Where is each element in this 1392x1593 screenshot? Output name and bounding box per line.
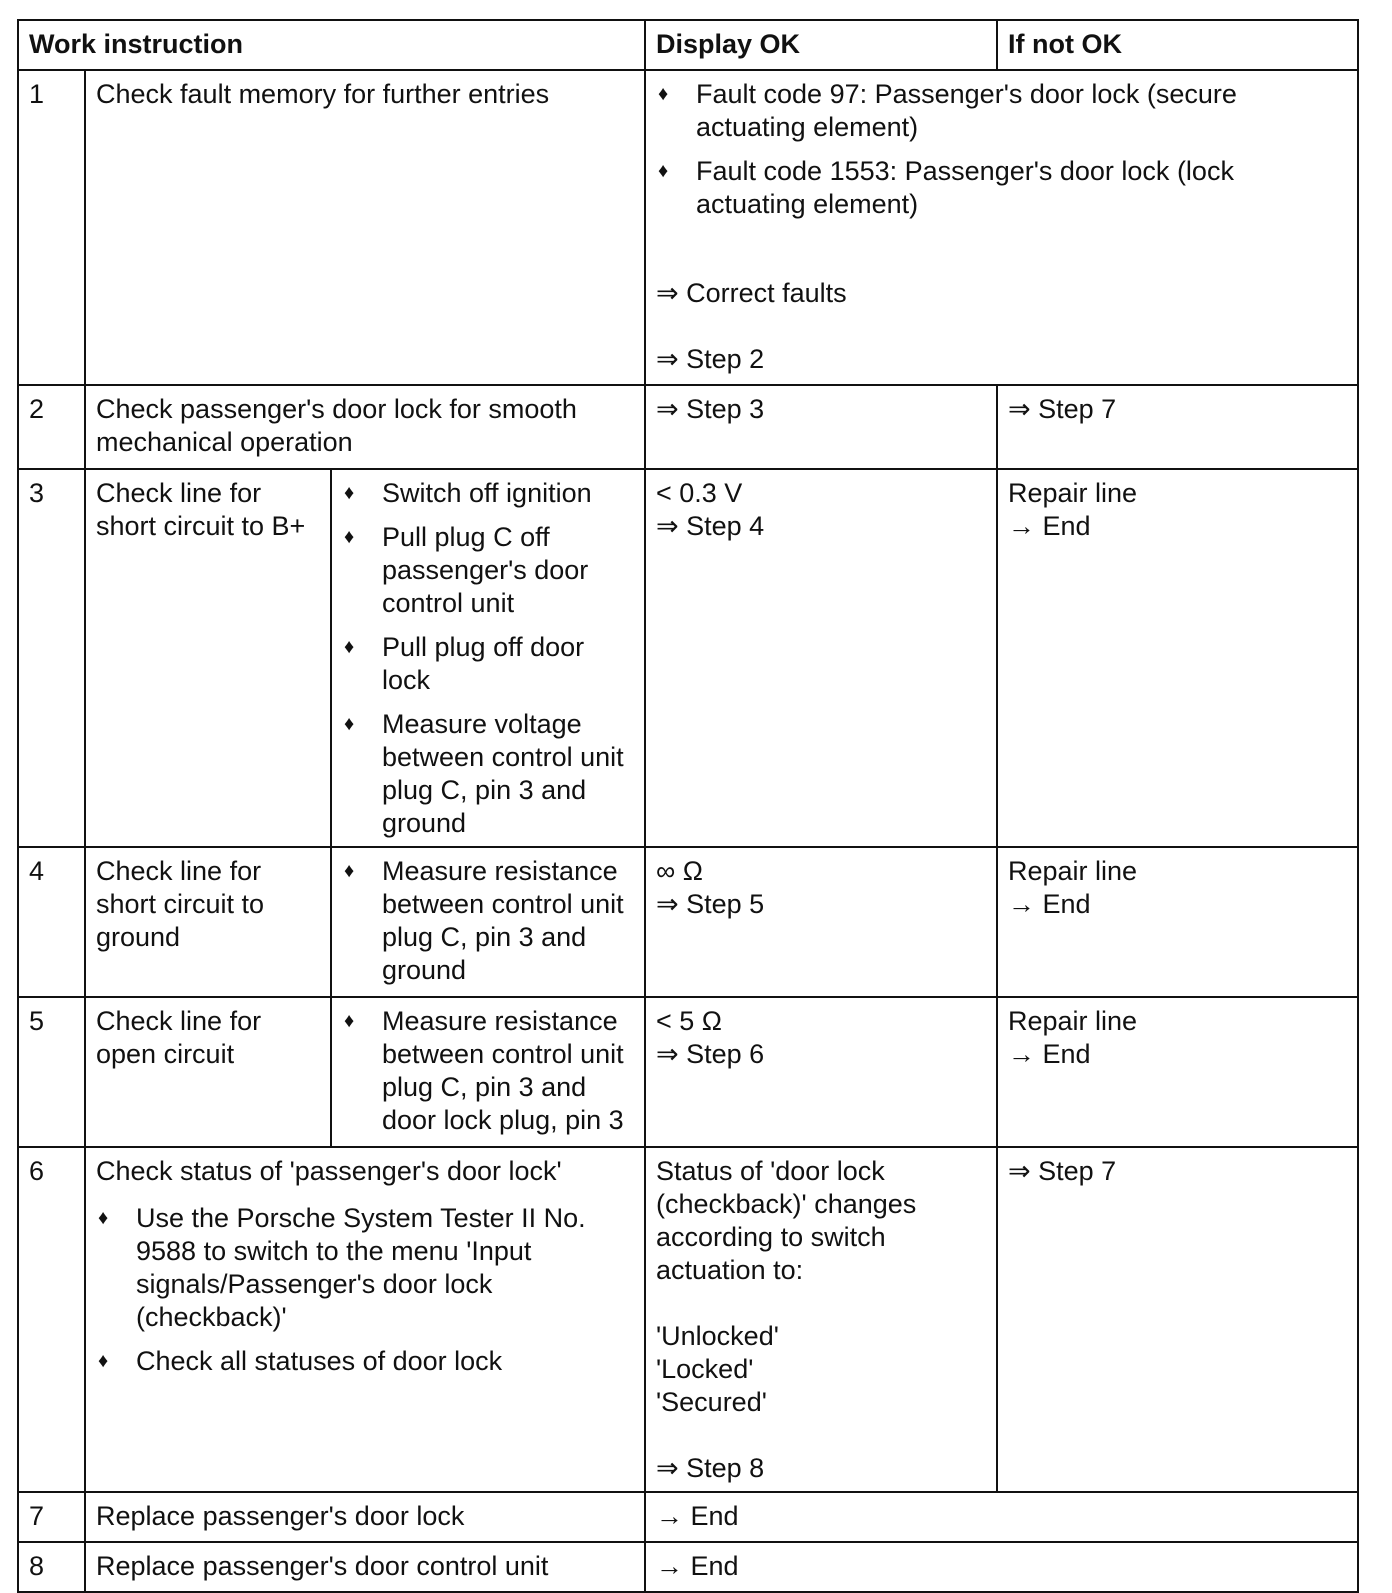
ok-value: ∞ Ω [656,856,703,886]
fault-code-text: Fault code 97: Passenger's door lock (secure actuating element) [696,79,1237,142]
ok-next-step: ⇒ Step 5 [656,889,765,919]
status-value: 'Locked' [656,1354,754,1384]
header-display-ok: Display OK [645,20,997,70]
substep-text: Check all statuses of door lock [136,1346,503,1376]
step-number: 6 [18,1147,85,1492]
if-not-ok-cell [997,847,1358,997]
list-item [656,155,1347,221]
bullet-icon: ♦ [98,1350,109,1372]
list-item [342,631,634,697]
list-item [342,708,634,840]
substep-list [96,1202,634,1378]
table-row [18,1542,1358,1592]
display-ok-cell [645,997,997,1147]
step-instruction: Check line for short circuit to ground [85,847,331,997]
bullet-icon: ♦ [344,860,355,882]
ok-action: ⇒ Correct faults [656,278,847,308]
display-ok-cell [645,847,997,997]
ok-next-step: ⇒ Step 8 [656,1453,765,1483]
ok-next-step: ⇒ Step 2 [656,344,765,374]
ok-description: Status of 'door lock (checkback)' changes according to switch actuation to: [656,1156,917,1285]
if-not-ok-cell: ⇒ Step 7 [997,1147,1358,1492]
step-instruction: Check fault memory for further entries [85,70,645,385]
substep-text: Pull plug C off passenger's door control unit [382,522,589,618]
step-instruction: Check line for open circuit [85,997,331,1147]
step-instruction-cell [85,1147,645,1492]
fault-list [656,78,1347,221]
not-ok-next: → End [1008,1039,1091,1069]
step-substeps [331,847,645,997]
substep-list [342,855,634,987]
bullet-icon: ♦ [98,1207,109,1229]
substep-text: Measure resistance between control unit plug C, pin 3 and door lock plug, pin 3 [382,1006,624,1135]
bullet-icon: ♦ [344,1010,355,1032]
table-row [18,1147,1358,1492]
list-item [656,78,1347,144]
fault-code-text: Fault code 1553: Passenger's door lock (lock actuating element) [696,156,1234,219]
status-value: 'Unlocked' [656,1321,779,1351]
status-value: 'Secured' [656,1387,767,1417]
list-item [342,855,634,987]
table-row [18,469,1358,847]
list-item [96,1202,634,1334]
step-number: 7 [18,1492,85,1542]
ok-value: < 5 Ω [656,1006,722,1036]
ok-value: < 0.3 V [656,478,743,508]
table-row [18,847,1358,997]
if-not-ok-cell [997,997,1358,1147]
bullet-icon: ♦ [344,636,355,658]
work-instruction-table [17,19,1359,1593]
step-number: 1 [18,70,85,385]
substep-list [342,477,634,840]
not-ok-action: Repair line [1008,1006,1138,1036]
list-item [342,477,634,510]
table-row [18,1492,1358,1542]
table-row [18,70,1358,385]
not-ok-next: → End [1008,889,1091,919]
display-ok-cell [645,469,997,847]
step-number: 5 [18,997,85,1147]
step-instruction: Check line for short circuit to B+ [85,469,331,847]
ok-next-step: ⇒ Step 6 [656,1039,765,1069]
substep-text: Pull plug off door lock [382,632,585,695]
step-number: 8 [18,1542,85,1592]
step-substeps [331,469,645,847]
substep-text: Switch off ignition [382,478,592,508]
not-ok-action: Repair line [1008,856,1138,886]
header-if-not-ok: If not OK [997,20,1358,70]
table-header-row [18,20,1358,70]
header-work-instruction: Work instruction [18,20,645,70]
substep-list [342,1005,634,1137]
step-instruction: Check passenger's door lock for smooth mechanical operation [85,385,645,469]
table-row [18,385,1358,469]
step-number: 4 [18,847,85,997]
display-ok-cell [645,1147,997,1492]
table-row [18,997,1358,1147]
step-substeps [331,997,645,1147]
display-ok-cell: → End [645,1492,1358,1542]
bullet-icon: ♦ [344,482,355,504]
if-not-ok-cell [997,469,1358,847]
step-number: 2 [18,385,85,469]
substep-text: Use the Porsche System Tester II No. 9588 to switch to the menu 'Input signals/Passenger's door lock (checkback)' [136,1203,586,1332]
bullet-icon: ♦ [658,160,669,182]
list-item [342,521,634,620]
step-instruction: Check status of 'passenger's door lock' [96,1156,562,1186]
substep-text: Measure voltage between control unit plug C, pin 3 and ground [382,709,624,838]
display-ok-cell: → End [645,1542,1358,1592]
not-ok-action: Repair line [1008,478,1138,508]
bullet-icon: ♦ [344,526,355,548]
bullet-icon: ♦ [658,83,669,105]
step-number: 3 [18,469,85,847]
step-instruction: Replace passenger's door lock [85,1492,645,1542]
bullet-icon: ♦ [344,713,355,735]
ok-next-step: ⇒ Step 4 [656,511,765,541]
display-ok-cell: ⇒ Step 3 [645,385,997,469]
step-instruction: Replace passenger's door control unit [85,1542,645,1592]
list-item [96,1345,634,1378]
if-not-ok-cell: ⇒ Step 7 [997,385,1358,469]
not-ok-next: → End [1008,511,1091,541]
substep-text: Measure resistance between control unit plug C, pin 3 and ground [382,856,624,985]
list-item [342,1005,634,1137]
display-ok-cell [645,70,1358,385]
